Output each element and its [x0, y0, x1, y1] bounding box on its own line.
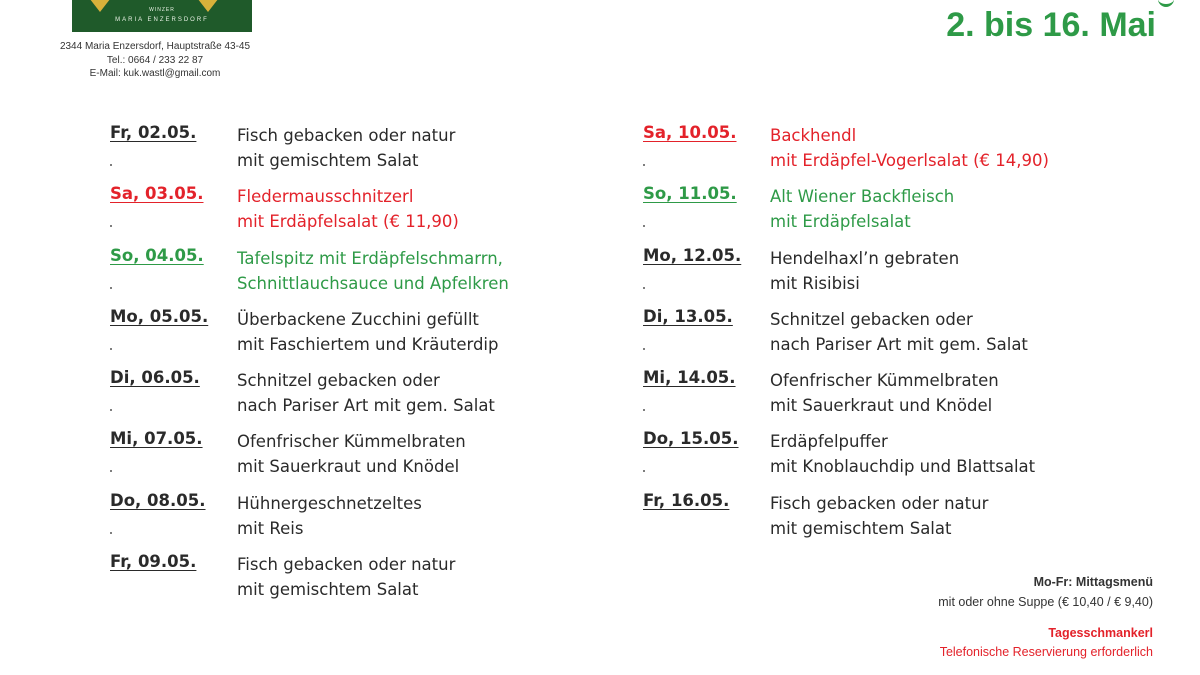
separator-dot	[643, 225, 645, 227]
email-address: E-Mail: kuk.wastl@gmail.com	[89, 68, 221, 79]
menu-entry	[110, 429, 630, 490]
menu-date: Do, 08.05.	[110, 490, 206, 510]
dish-line: nach Pariser Art mit gem. Salat	[237, 396, 495, 416]
menu-date: Sa, 03.05.	[110, 184, 204, 204]
separator-dot	[110, 409, 112, 411]
dish-line: mit gemischtem Salat	[237, 151, 419, 170]
menu-date: Fr, 16.05.	[643, 490, 730, 510]
dish-line: mit Knoblauchdip und Blattsalat	[770, 457, 1036, 477]
dish-line: Schnitzel gebacken oder	[770, 309, 973, 329]
menu-dish	[770, 307, 1028, 357]
dish-line: mit Reis	[237, 518, 304, 538]
menu-dish	[237, 184, 459, 234]
separator-dot	[110, 348, 112, 350]
dish-line: Fledermausschnitzerl	[237, 187, 414, 207]
dish-line: Fisch gebacken oder natur	[237, 555, 456, 575]
menu-entry	[110, 552, 630, 613]
separator-dot	[110, 287, 112, 289]
menu-date: Sa, 10.05.	[643, 123, 737, 142]
menu-date-range: 2. bis 16. Mai	[946, 6, 1156, 44]
dish-line: mit Faschiertem und Kräuterdip	[237, 334, 499, 354]
menu-date: Mi, 14.05.	[643, 368, 736, 388]
menu-dish	[237, 123, 455, 173]
separator-dot	[643, 348, 645, 350]
logo-line-2: MARIA ENZERSDORF	[115, 17, 209, 23]
street-address: 2344 Maria Enzersdorf, Hauptstraße 43-45	[59, 41, 251, 52]
dish-line: Schnitzel gebacken oder	[237, 371, 440, 391]
menu-dish	[237, 368, 495, 418]
menu-entry	[643, 368, 1163, 429]
dish-line: Ofenfrischer Kümmelbraten	[237, 432, 466, 452]
menu-date: Do, 15.05.	[643, 429, 739, 449]
dish-line: Überbackene Zucchini gefüllt	[237, 309, 479, 329]
lunch-menu-price: mit oder ohne Suppe (€ 10,40 / € 9,40)	[938, 595, 1153, 609]
separator-dot	[643, 470, 645, 472]
menu-dish	[770, 123, 1049, 173]
separator-dot	[643, 409, 645, 411]
menu-entry	[643, 491, 1163, 552]
dish-line: Backhendl	[770, 126, 857, 145]
menu-date: So, 11.05.	[643, 184, 737, 204]
menu-dish	[237, 307, 499, 357]
dish-line: mit Erdäpfelsalat	[770, 212, 911, 232]
separator-dot	[643, 287, 645, 289]
menu-entry	[110, 307, 630, 368]
menu-date: Di, 06.05.	[110, 368, 200, 388]
menu-dish	[237, 246, 509, 296]
menu-dish	[770, 184, 954, 234]
menu-dish	[770, 368, 999, 418]
dish-line: Hendelhaxl’n gebraten	[770, 248, 960, 268]
separator-dot	[110, 470, 112, 472]
phone-number: Tel.: 0664 / 233 22 87	[106, 54, 204, 66]
menu-date: So, 04.05.	[110, 245, 204, 265]
dish-line: mit Erdäpfel-Vogerlsalat (€ 14,90)	[770, 151, 1049, 170]
dish-line: mit Sauerkraut und Knödel	[237, 457, 460, 477]
dish-line: mit gemischtem Salat	[237, 580, 419, 600]
menu-entry	[643, 307, 1163, 368]
menu-entry	[110, 246, 630, 307]
dish-line: Hühnergeschnetzeltes	[237, 493, 422, 513]
menu-entry	[643, 246, 1163, 307]
menu-dish	[237, 552, 455, 602]
lunch-menu-title: Mo-Fr: Mittagsmenü	[1033, 575, 1153, 589]
dish-line: mit gemischtem Salat	[770, 518, 952, 538]
menu-date: Fr, 09.05.	[110, 552, 197, 572]
dish-line: Fisch gebacken oder natur	[237, 126, 456, 145]
menu-dish	[770, 429, 1035, 479]
menu-date: Fr, 02.05.	[110, 123, 197, 142]
separator-dot	[110, 225, 112, 227]
reservation-note: Telefonische Reservierung erforderlich	[939, 645, 1153, 659]
menu-entry	[643, 184, 1163, 245]
dish-line: mit Sauerkraut und Knödel	[770, 396, 993, 416]
dish-line: Schnittlauchsauce und Apfelkren	[237, 273, 509, 293]
separator-dot	[643, 164, 645, 166]
separator-dot	[110, 164, 112, 166]
dish-line: Erdäpfelpuffer	[770, 432, 888, 452]
menu-entry	[643, 123, 1163, 184]
menu-column-right	[643, 123, 1163, 552]
menu-column-left	[110, 123, 630, 613]
menu-dish	[770, 491, 988, 541]
menu-entry	[110, 368, 630, 429]
menu-date: Mo, 12.05.	[643, 245, 742, 265]
daily-special-title: Tagesschmankerl	[1048, 626, 1153, 640]
menu-dish	[237, 491, 422, 541]
menu-entry	[110, 184, 630, 245]
dish-line: nach Pariser Art mit gem. Salat	[770, 334, 1028, 354]
menu-entry	[643, 429, 1163, 490]
menu-dish	[237, 429, 466, 479]
menu-dish	[770, 246, 959, 296]
headline-decoration	[1158, 0, 1174, 7]
menu-date: Di, 13.05.	[643, 306, 733, 326]
contact-address	[40, 40, 270, 81]
dish-line: Alt Wiener Backfleisch	[770, 187, 955, 207]
separator-dot	[110, 532, 112, 534]
menu-date: Mo, 05.05.	[110, 306, 209, 326]
dish-line: mit Erdäpfelsalat (€ 11,90)	[237, 212, 459, 232]
dish-line: Fisch gebacken oder natur	[770, 493, 989, 513]
restaurant-logo	[72, 0, 252, 32]
dish-line: Ofenfrischer Kümmelbraten	[770, 371, 999, 391]
menu-entry	[110, 491, 630, 552]
menu-date: Mi, 07.05.	[110, 429, 203, 449]
logo-line-1: WINZER	[149, 7, 175, 13]
dish-line: Tafelspitz mit Erdäpfelschmarrn,	[237, 248, 503, 268]
dish-line: mit Risibisi	[770, 273, 860, 293]
menu-entry	[110, 123, 630, 184]
